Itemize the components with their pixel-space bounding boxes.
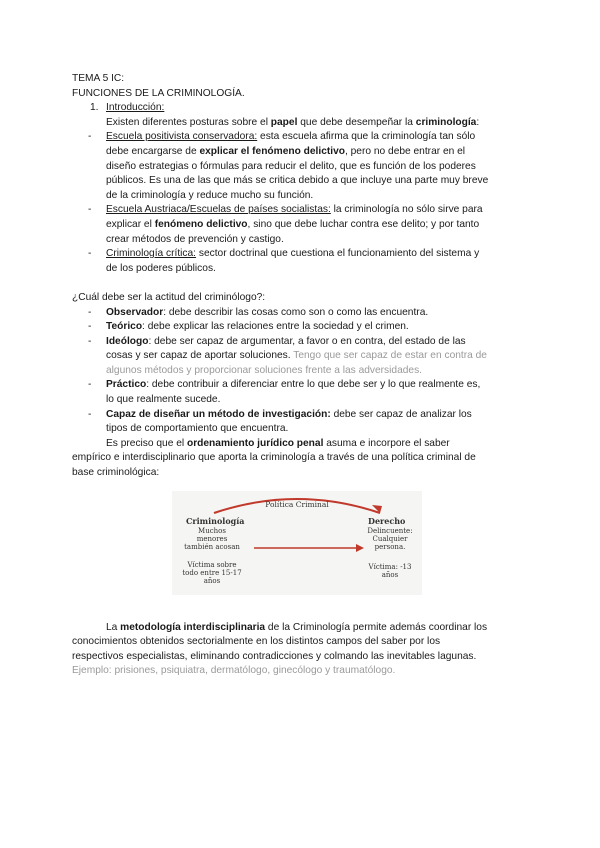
item-text: crear métodos de prevención y castigo. <box>106 233 284 245</box>
para-text: La <box>106 621 121 633</box>
diagram-left-text-1: Muchos menores también acosan <box>184 526 240 552</box>
item-text: cosas y ser capaz de aportar soluciones. <box>106 350 291 362</box>
grey-note: Tengo que ser capaz de estar en contra de <box>290 350 487 362</box>
question-heading: ¿Cuál debe ser la actitud del criminólogo?: <box>72 291 266 303</box>
school-name: Criminología crítica: <box>106 248 197 260</box>
item-text: explicar el <box>106 218 155 230</box>
list-item-ideologo <box>72 335 532 379</box>
bullet-dash: - <box>88 248 92 260</box>
bullet-dash: - <box>88 321 92 333</box>
diagram-right-text-1: Delincuente: Cualquier persona. <box>367 526 413 552</box>
politica-criminal-diagram <box>172 491 422 595</box>
document-page <box>72 72 532 679</box>
para-bold: metodología interdisciplinaria <box>120 621 266 633</box>
straight-arrow-head <box>356 544 364 552</box>
diagram-right-head: Derecho <box>368 515 406 526</box>
item-text: públicos. Es una de las que más se critica debido a que incluye una parte muy breve <box>106 175 489 187</box>
bullet-dash: - <box>88 306 92 318</box>
doc-subtitle: FUNCIONES DE LA CRIMINOLOGÍA. <box>72 87 245 99</box>
item-text: : debe describir las cosas como son o como las encuentra. <box>163 306 429 318</box>
doc-title: TEMA 5 IC: <box>72 73 125 84</box>
intro-bold-papel: papel <box>270 116 298 128</box>
section-heading-intro <box>72 101 532 116</box>
paragraph-metodologia <box>72 621 532 636</box>
diagram-right-text-2: Víctima: -13 años <box>368 562 412 579</box>
diagram-left-head: Criminología <box>186 515 245 526</box>
intro-text: Existen diferentes posturas sobre el <box>106 116 271 128</box>
bullet-dash: - <box>88 379 92 391</box>
item-text: diseño estrategias o fórmulas para reducir el delito, que es función de los poderes <box>106 160 476 172</box>
list-item-positivista <box>72 130 532 203</box>
item-text: , pero no debe entrar en el <box>344 145 466 157</box>
item-text: : debe ser capaz de argumentar, a favor o en contra, del estado de las <box>148 335 466 347</box>
intro-bold-criminologia: criminología <box>415 116 477 128</box>
section-number: 1. <box>90 102 99 114</box>
para-text: empírico e interdisciplinario que aporta la criminología a través de una política criminal de <box>72 452 476 464</box>
bullet-dash: - <box>88 204 92 216</box>
spacer <box>72 276 532 291</box>
bullet-dash: - <box>88 408 92 420</box>
para-text: respectivos especialistas, eliminando contradicciones y colmando las inevitables lagunas. <box>72 650 477 662</box>
item-text: lo que realmente sucede. <box>106 394 221 406</box>
para-bold: ordenamiento jurídico penal <box>186 437 324 449</box>
item-bold: Teórico <box>106 321 143 333</box>
intro-colon: : <box>476 116 480 128</box>
item-text: de la criminología y reduce mucho su función. <box>106 189 314 201</box>
school-name: Escuela Austriaca/Escuelas de países socialistas: <box>106 204 331 216</box>
item-bold: Ideólogo <box>106 335 149 347</box>
para-text: de la Criminología permite además coordinar los <box>265 621 488 633</box>
list-item-observador <box>72 306 532 321</box>
bullet-dash: - <box>88 131 92 143</box>
para-text: asuma e incorpore el saber <box>323 437 450 449</box>
list-item-teorico <box>72 320 532 335</box>
para-text: base criminológica: <box>72 467 160 479</box>
item-bold: explicar el fenómeno delictivo <box>199 145 345 157</box>
list-item-capaz <box>72 408 532 437</box>
section-heading-text: Introducción: <box>106 102 165 114</box>
item-bold: Observador <box>106 306 164 318</box>
para-text: conocimientos obtenidos sectorialmente en los distintos campos del saber por los <box>72 636 441 648</box>
example-note: Ejemplo: prisiones, psiquiatra, dermatólogo, ginecólogo y traumatólogo. <box>72 665 396 677</box>
paragraph-ordenamiento <box>72 437 532 452</box>
item-text: de los poderes públicos. <box>106 262 216 274</box>
item-bold: Capaz de diseñar un método de investigación: <box>106 408 331 420</box>
item-text: debe ser capaz de analizar los <box>330 408 472 420</box>
list-item-austriaca <box>72 203 532 247</box>
bullet-dash: - <box>88 335 92 347</box>
school-name: Escuela positivista conservadora: <box>106 131 258 143</box>
para-text: Es preciso que el <box>106 437 187 449</box>
diagram-left-text-2: Víctima sobre todo entre 15-17 años <box>182 560 242 586</box>
item-text: : debe explicar las relaciones entre la sociedad y el crimen. <box>142 321 409 333</box>
item-text: tipos de comportamiento que encuentra. <box>106 423 289 435</box>
grey-note: algunos métodos y proporcionar soluciones frente a las adversidades. <box>106 364 422 376</box>
item-text: esta escuela afirma que la criminología tan sólo <box>257 131 476 143</box>
item-text: sector doctrinal que cuestiona el funcionamiento del sistema y <box>196 248 480 260</box>
list-item-practico <box>72 378 532 407</box>
item-text: debe encargarse de <box>106 145 200 157</box>
item-text: la criminología no sólo sirve para <box>330 204 483 216</box>
intro-paragraph <box>72 116 532 131</box>
spacer <box>72 595 532 621</box>
item-text: , sino que debe luchar contra ese delito; y por tanto <box>247 218 480 230</box>
item-bold: Práctico <box>106 379 147 391</box>
diagram-top-label: Política Criminal <box>265 499 329 509</box>
item-bold: fenómeno delictivo <box>154 218 248 230</box>
intro-text-mid: que debe desempeñar la <box>297 116 416 128</box>
list-item-critica <box>72 247 532 276</box>
item-text: : debe contribuir a diferenciar entre lo que debe ser y lo que realmente es, <box>146 379 481 391</box>
